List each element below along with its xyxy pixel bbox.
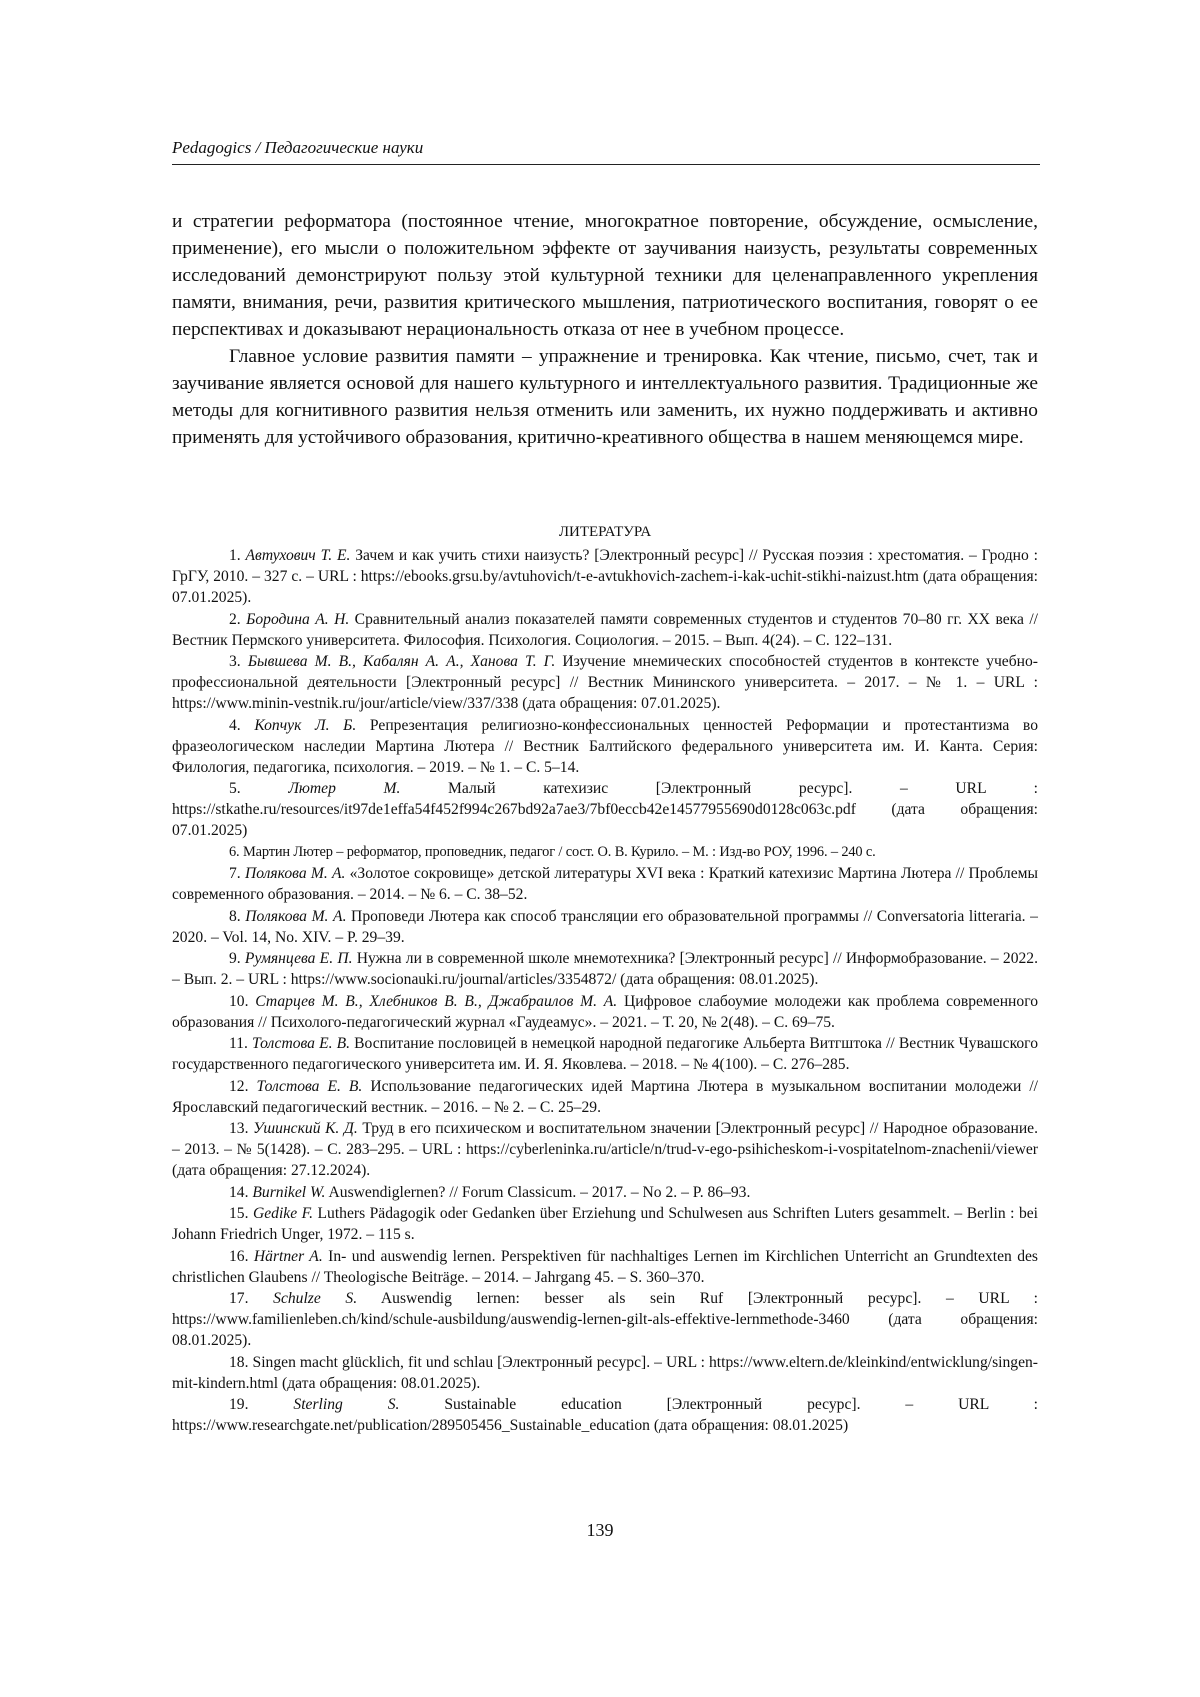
reference-number: 6.	[229, 843, 240, 860]
reference-item	[172, 545, 1038, 608]
reference-author: Burnikel W.	[252, 1183, 326, 1201]
reference-item	[172, 1118, 1038, 1181]
reference-number: 3.	[229, 653, 241, 670]
reference-number: 18.	[229, 1353, 249, 1371]
running-title: Pedagogics / Педагогические науки	[172, 138, 424, 157]
reference-number: 17.	[229, 1290, 249, 1307]
reference-text: «Золотое сокровище» детской литературы XVI века : Краткий катехизис Мартина Лютера // Проблемы современного образования. – 2014. – № 6. – С. 38–52.	[172, 865, 1038, 903]
reference-item	[172, 1352, 1038, 1394]
reference-item	[172, 906, 1038, 948]
reference-author: Бывшева М. В., Кабалян А. А., Ханова Т. Г.	[247, 653, 556, 670]
reference-item	[172, 609, 1038, 651]
reference-text: Нужна ли в современной школе мнемотехника? [Электронный ресурс] // Информобразование. – 2022. – Вып. 2. – URL : https://www.socionauki.ru/journal/articles/3354872/ (дата обращения: 08.01.2025).	[172, 950, 1038, 988]
references-title: ЛИТЕРАТУРА	[558, 524, 652, 540]
reference-author: Толстова Е. В.	[252, 1035, 351, 1052]
reference-author: Gedike F.	[252, 1205, 314, 1222]
reference-text: Цифровое слабоумие молодежи как проблема современного образования // Психолого-педагогический журнал «Гаудеамус». – 2021. – Т. 20, № 2(48). – С. 69–75.	[172, 992, 1039, 1031]
reference-text: Репрезентация религиозно-конфессиональных ценностей Реформации и протестантизма во фразеологическом наследии Мартина Лютера // Вестник Балтийского федерального университета им. И. Канта. Серия: Филология, педагогика, психология. – 2019. – № 1. – С. 5–14.	[172, 716, 1038, 776]
reference-number: 8.	[229, 907, 241, 925]
reference-item	[172, 1033, 1038, 1075]
reference-author: Schulze S.	[273, 1290, 358, 1307]
reference-author: Härtner A.	[253, 1247, 323, 1265]
reference-number: 16.	[229, 1247, 249, 1265]
reference-author: Sterling S.	[293, 1396, 400, 1413]
reference-number: 14.	[229, 1183, 249, 1201]
reference-number: 10.	[229, 992, 249, 1010]
reference-item	[172, 1246, 1038, 1288]
reference-text: Сравнительный анализ показателей памяти современных студентов и студентов 70–80 гг. XX века // Вестник Пермского университета. Философия. Психология. Социология. – 2015. – Вып. 4(24). – С. 122–131.	[172, 610, 1039, 649]
reference-text: Зачем и как учить стихи наизусть? [Электронный ресурс] // Русская поэзия : хрестоматия. – Гродно : ГрГУ, 2010. – 327 с. – URL : https://ebooks.grsu.by/avtuhovich/t-e-avtukhovich-zachem-i-kak-uchit-stikhi-naizust.htm (дата обращения: 07.01.2025).	[172, 547, 1038, 606]
reference-number: 19.	[229, 1396, 249, 1413]
reference-text: Мартин Лютер – реформатор, проповедник, педагог / сост. О. В. Курило. – М. : Изд-во РОУ, 1996. – 240 с.	[242, 843, 876, 860]
reference-number: 4.	[229, 716, 241, 734]
reference-text: Труд в его психическом и воспитательном значении [Электронный ресурс] // Народное образование. – 2013. – № 5(1428). – С. 283–295. – URL : https://cyberleninka.ru/article/n/trud-v-ego-psihicheskom-i-vospitatelnom-znachenii/viewer (дата обращения: 27.12.2024).	[172, 1120, 1038, 1179]
reference-item	[172, 842, 1038, 863]
reference-number: 1.	[229, 547, 241, 564]
reference-author: Автухович Т. Е.	[245, 547, 351, 564]
reference-item	[172, 1182, 1038, 1203]
reference-author: Полякова М. А.	[245, 907, 347, 925]
reference-text: Sustainable education [Электронный ресурс]. – URL : https://www.researchgate.net/publication/289505456_Sustainable_education (дата обращения: 08.01.2025)	[172, 1396, 1038, 1434]
reference-text: Воспитание пословицей в немецкой народной педагогике Альберта Витгштока // Вестник Чувашского государственного педагогического университета им. И. Я. Яковлева. – 2018. – № 4(100). – С. 276–285.	[172, 1035, 1038, 1073]
reference-item	[172, 863, 1038, 905]
reference-text: In- und auswendig lernen. Perspektiven für nachhaltiges Lernen im Kirchlichen Unterricht an Grundtexten des christlichen Glaubens // Theologische Beiträge. – 2014. – Jahrgang 45. – S. 360–370.	[172, 1247, 1038, 1286]
reference-text: Luthers Pädagogik oder Gedanken über Erziehung und Schulwesen aus Schriften Luters gesammelt. – Berlin : bei Johann Friedrich Unger, 1972. – 115 s.	[172, 1205, 1039, 1243]
reference-text: Использование педагогических идей Мартина Лютера в музыкальном воспитании молодежи // Ярославский педагогический вестник. – 2016. – № 2. – С. 25–29.	[172, 1077, 1039, 1116]
reference-author: Бородина А. Н.	[246, 610, 350, 628]
reference-number: 13.	[229, 1120, 249, 1137]
reference-number: 7.	[229, 865, 241, 882]
reference-item	[172, 1203, 1038, 1245]
body-paragraph: Главное условие развития памяти – упражнение и тренировка. Как чтение, письмо, счет, так и заучивание является основой для нашего культурного и интеллектуального развития. Традиционные же методы для когнитивного развития нельзя отменить или заменить, их нужно поддерживать и активно применять для устойчивого образования, критично-креативного общества в нашем меняющемся мире.	[172, 346, 1038, 448]
reference-author: Копчук Л. Б.	[254, 716, 357, 734]
reference-number: 15.	[229, 1205, 249, 1222]
running-header	[172, 138, 1040, 165]
reference-author: Лютер М.	[288, 780, 401, 797]
reference-number: 5.	[229, 780, 241, 797]
reference-item	[172, 778, 1038, 841]
reference-item	[172, 715, 1038, 778]
reference-item	[172, 1076, 1038, 1118]
reference-author: Ушинский К. Д.	[253, 1120, 358, 1137]
reference-item	[172, 948, 1038, 990]
reference-text: Auswendiglernen? // Forum Classicum. – 2017. – No 2. – P. 86–93.	[325, 1183, 751, 1201]
body-paragraph: и стратегии реформатора (постоянное чтение, многократное повторение, обсуждение, осмысление, применение), его мысли о положительном эффекте от заучивания наизусть, результаты современных исследований демонстрируют пользу этой культурной техники для целенаправленного укрепления памяти, внимания, речи, развития критического мышления, патриотического воспитания, говорят о ее перспективах и доказывают нерациональность отказа от нее в учебном процессе.	[172, 211, 1038, 340]
reference-author: Полякова М. А.	[244, 865, 346, 882]
reference-item	[172, 651, 1038, 714]
reference-text: Auswendig lernen: besser als sein Ruf [Электронный ресурс]. – URL : https://www.familienleben.ch/kind/schule-ausbildung/auswendig-lernen-gilt-als-effektive-lernmethode-3460 (дата обращения: 08.01.2025).	[172, 1290, 1038, 1349]
reference-text: Изучение мнемических способностей студентов в контексте учебно-профессиональной деятельности [Электронный ресурс] // Вестник Мининского университета. – 2017. – № 1. – URL : https://www.minin-vestnik.ru/jour/article/view/337/338 (дата обращения: 07.01.2025).	[172, 653, 1038, 712]
reference-item	[172, 1288, 1038, 1351]
reference-number: 11.	[229, 1035, 248, 1052]
reference-author: Румянцева Е. П.	[244, 950, 353, 967]
reference-text: Singen macht glücklich, fit und schlau [Электронный ресурс]. – URL : https://www.eltern.de/kleinkind/entwicklung/singen-mit-kindern.html (дата обращения: 08.01.2025).	[172, 1353, 1038, 1392]
reference-text: Проповеди Лютера как способ трансляции его образовательной программы // Conversatoria litteraria. – 2020. – Vol. 14, No. XIV. – P. 29–39.	[172, 907, 1038, 946]
reference-number: 2.	[229, 610, 241, 628]
reference-number: 9.	[229, 950, 241, 967]
reference-item	[172, 1394, 1038, 1436]
page-number: 139	[586, 1520, 614, 1540]
reference-text: Малый катехизис [Электронный ресурс]. – URL : https://stkathe.ru/resources/it97de1effa54f452f994c267bd92a7ae3/7bf0eccb42e14577955690d0128c063c.pdf (дата обращения: 07.01.2025)	[172, 780, 1038, 839]
reference-number: 12.	[229, 1077, 249, 1095]
body-text	[172, 208, 1038, 451]
references-list	[172, 545, 1038, 1437]
reference-author: Старцев М. В., Хлебников В. В., Джабраилов М. А.	[255, 992, 618, 1010]
reference-author: Толстова Е. В.	[256, 1077, 363, 1095]
reference-item	[172, 991, 1038, 1033]
